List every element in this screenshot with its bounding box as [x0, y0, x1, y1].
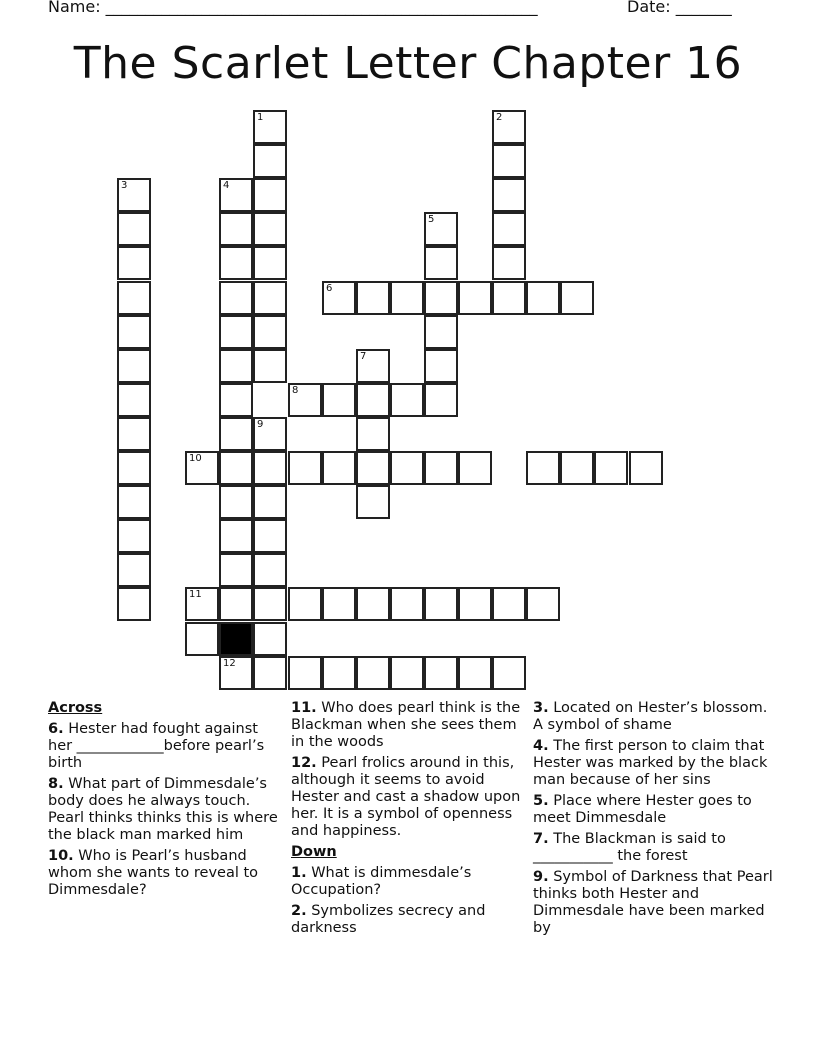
grid-cell[interactable]: [390, 383, 424, 417]
grid-cell[interactable]: [219, 315, 253, 349]
clue-text: Symbolizes secrecy and darkness: [291, 903, 486, 936]
grid-cell[interactable]: [219, 212, 253, 246]
grid-cell[interactable]: [185, 587, 219, 621]
grid-cell[interactable]: [629, 451, 663, 485]
grid-cell[interactable]: [526, 281, 560, 315]
cell-number: 11: [189, 589, 202, 600]
clue-number: 6.: [48, 721, 64, 737]
grid-cell[interactable]: [117, 281, 151, 315]
clue-number: 1.: [291, 865, 307, 881]
grid-cell[interactable]: [356, 383, 390, 417]
date-field[interactable]: Date: _______: [627, 0, 732, 16]
grid-cell[interactable]: [492, 246, 526, 280]
grid-cell[interactable]: [322, 281, 356, 315]
grid-cell[interactable]: [219, 349, 253, 383]
grid-cell[interactable]: [253, 178, 287, 212]
cell-number: 7: [360, 351, 367, 362]
grid-cell[interactable]: [424, 383, 458, 417]
grid-cell[interactable]: [253, 281, 287, 315]
grid-cell[interactable]: [117, 349, 151, 383]
grid-cell[interactable]: [117, 519, 151, 553]
grid-cell[interactable]: [219, 417, 253, 451]
grid-cell[interactable]: [185, 622, 219, 656]
clue-text: What is dimmesdale’s Occupation?: [291, 865, 472, 898]
grid-cell[interactable]: [356, 417, 390, 451]
cell-number: 6: [326, 283, 333, 294]
grid-cell[interactable]: [253, 212, 287, 246]
grid-cell[interactable]: [288, 587, 322, 621]
clue-number: 8.: [48, 776, 64, 792]
clue-across-10: [48, 848, 280, 899]
grid-cell[interactable]: [458, 587, 492, 621]
grid-cell[interactable]: [117, 246, 151, 280]
grid-cell[interactable]: [390, 281, 424, 315]
grid-cell[interactable]: [288, 451, 322, 485]
grid-cell[interactable]: [117, 178, 151, 212]
grid-cell[interactable]: [253, 144, 287, 178]
grid-cell[interactable]: [253, 485, 287, 519]
grid-cell[interactable]: [253, 315, 287, 349]
grid-cell[interactable]: [288, 383, 322, 417]
grid-cell[interactable]: [424, 212, 458, 246]
clue-number: 10.: [48, 848, 74, 864]
grid-cell[interactable]: [117, 315, 151, 349]
grid-cell[interactable]: [424, 349, 458, 383]
clue-text: The first person to claim that Hester was marked by the black man because of her sins: [533, 738, 768, 788]
grid-cell[interactable]: [322, 656, 356, 690]
grid-cell[interactable]: [185, 451, 219, 485]
grid-cell[interactable]: [253, 587, 287, 621]
grid-cell[interactable]: [117, 553, 151, 587]
grid-cell[interactable]: [219, 246, 253, 280]
clue-number: 5.: [533, 793, 549, 809]
clue-across-8: [48, 776, 280, 844]
clue-number: 7.: [533, 831, 549, 847]
clue-text: Located on Hester’s blossom. A symbol of shame: [533, 700, 768, 733]
grid-cell[interactable]: [424, 281, 458, 315]
grid-cell[interactable]: [424, 246, 458, 280]
grid-cell[interactable]: [492, 144, 526, 178]
grid-cell[interactable]: [424, 656, 458, 690]
clue-down-7: [533, 831, 773, 865]
clue-across-6: [48, 721, 280, 772]
grid-cell[interactable]: [322, 587, 356, 621]
clue-column-1: [48, 700, 280, 903]
black-cell: [219, 622, 253, 656]
grid-cell[interactable]: [458, 281, 492, 315]
grid-cell[interactable]: [219, 281, 253, 315]
clue-number: 12.: [291, 755, 317, 771]
grid-cell[interactable]: [322, 383, 356, 417]
grid-cell[interactable]: [117, 383, 151, 417]
grid-cell[interactable]: [492, 178, 526, 212]
clue-across-12: [291, 755, 521, 840]
cell-number: 12: [223, 658, 236, 669]
grid-cell[interactable]: [253, 349, 287, 383]
clue-across-11: [291, 700, 521, 751]
clue-text: What part of Dimmesdale’s body does he always touch. Pearl thinks thinks this is where the black man marked him: [48, 776, 278, 843]
clue-number: 11.: [291, 700, 317, 716]
grid-cell[interactable]: [492, 110, 526, 144]
name-field[interactable]: Name: ______________________________________________________: [48, 0, 538, 16]
cell-number: 1: [257, 112, 264, 123]
grid-cell[interactable]: [117, 485, 151, 519]
cell-number: 9: [257, 419, 264, 430]
cell-number: 4: [223, 180, 230, 191]
grid-cell[interactable]: [117, 417, 151, 451]
grid-cell[interactable]: [253, 451, 287, 485]
grid-cell[interactable]: [253, 417, 287, 451]
grid-cell[interactable]: [356, 451, 390, 485]
grid-cell[interactable]: [492, 587, 526, 621]
clue-number: 3.: [533, 700, 549, 716]
clue-text: Who does pearl think is the Blackman when she sees them in the woods: [291, 700, 521, 750]
clue-text: Place where Hester goes to meet Dimmesdale: [533, 793, 752, 826]
clue-down-4: [533, 738, 773, 789]
grid-cell[interactable]: [526, 587, 560, 621]
grid-cell[interactable]: [253, 519, 287, 553]
grid-cell[interactable]: [424, 587, 458, 621]
grid-cell[interactable]: [492, 281, 526, 315]
grid-cell[interactable]: [253, 553, 287, 587]
clue-down-9: [533, 869, 773, 937]
clue-down-1: [291, 865, 521, 899]
grid-cell[interactable]: [219, 178, 253, 212]
grid-cell[interactable]: [253, 622, 287, 656]
grid-cell[interactable]: [322, 451, 356, 485]
cell-number: 5: [428, 214, 435, 225]
grid-cell[interactable]: [219, 383, 253, 417]
grid-cell[interactable]: [492, 212, 526, 246]
clue-text: Pearl frolics around in this, although it seems to avoid Hester and cast a shadow upon her. It is a symbol of openness and happiness.: [291, 755, 521, 839]
clue-text: The Blackman is said to ___________ the forest: [533, 831, 726, 864]
cell-number: 10: [189, 453, 202, 464]
grid-cell[interactable]: [424, 315, 458, 349]
grid-cell[interactable]: [356, 656, 390, 690]
grid-cell[interactable]: [424, 451, 458, 485]
grid-cell[interactable]: [219, 656, 253, 690]
page-title: The Scarlet Letter Chapter 16: [73, 38, 743, 89]
grid-cell[interactable]: [526, 451, 560, 485]
grid-cell[interactable]: [458, 656, 492, 690]
cell-number: 2: [496, 112, 503, 123]
grid-cell[interactable]: [356, 587, 390, 621]
grid-cell[interactable]: [117, 212, 151, 246]
across-heading: Across: [48, 700, 103, 716]
grid-cell[interactable]: [390, 451, 424, 485]
clue-down-2: [291, 903, 521, 937]
grid-cell[interactable]: [117, 451, 151, 485]
clue-column-2: [291, 700, 521, 941]
cell-number: 8: [292, 385, 299, 396]
clue-text: Hester had fought against her ____________before pearl’s birth: [48, 721, 265, 771]
grid-cell[interactable]: [458, 451, 492, 485]
grid-cell[interactable]: [356, 349, 390, 383]
grid-cell[interactable]: [560, 281, 594, 315]
grid-cell[interactable]: [356, 485, 390, 519]
grid-cell[interactable]: [219, 587, 253, 621]
grid-cell[interactable]: [253, 110, 287, 144]
clue-down-3: [533, 700, 773, 734]
grid-cell[interactable]: [288, 656, 322, 690]
grid-cell[interactable]: [560, 451, 594, 485]
clue-down-5: [533, 793, 773, 827]
grid-cell[interactable]: [253, 656, 287, 690]
clue-column-3: [533, 700, 773, 941]
clue-text: Symbol of Darkness that Pearl thinks both Hester and Dimmesdale have been marked by: [533, 869, 773, 936]
grid-cell[interactable]: [219, 451, 253, 485]
grid-cell[interactable]: [492, 656, 526, 690]
grid-cell[interactable]: [219, 553, 253, 587]
down-heading: Down: [291, 844, 337, 860]
grid-cell[interactable]: [117, 587, 151, 621]
clue-number: 2.: [291, 903, 307, 919]
grid-cell[interactable]: [253, 246, 287, 280]
grid-cell[interactable]: [594, 451, 628, 485]
clue-number: 4.: [533, 738, 549, 754]
grid-cell[interactable]: [390, 587, 424, 621]
cell-number: 3: [121, 180, 128, 191]
grid-cell[interactable]: [356, 281, 390, 315]
grid-cell[interactable]: [219, 519, 253, 553]
grid-cell[interactable]: [219, 485, 253, 519]
clue-number: 9.: [533, 869, 549, 885]
clue-text: Who is Pearl’s husband whom she wants to reveal to Dimmesdale?: [48, 848, 259, 898]
grid-cell[interactable]: [390, 656, 424, 690]
